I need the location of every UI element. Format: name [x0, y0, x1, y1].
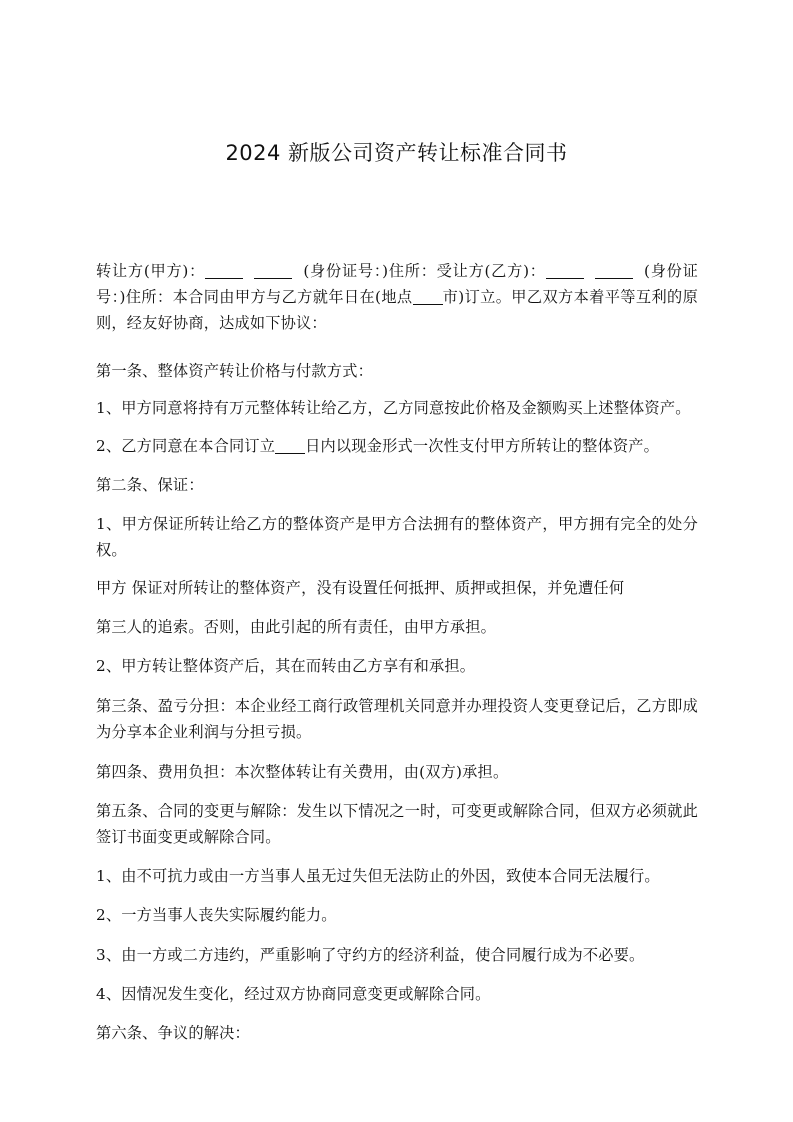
article-5-heading: 第五条、合同的变更与解除：发生以下情况之一时，可变更或解除合同，但双方必须就此签订书面变更或解除合同。 [96, 802, 698, 846]
blank-field [546, 261, 584, 279]
article-6-heading: 第六条、争议的解决： [96, 1024, 250, 1042]
intro-text-2: (身份证号：)住所：受让方(乙方)： [303, 262, 546, 280]
article-2-item-2: 2、甲方转让整体资产后，其在而转由乙方享有和承担。 [96, 657, 476, 675]
article-1-item-2 [96, 433, 698, 459]
article-2-line-2: 甲方 保证对所转让的整体资产，没有设置任何抵押、质押或担保，并免遭任何 [96, 579, 625, 597]
blank-field [254, 261, 292, 279]
intro-paragraph [96, 258, 698, 336]
document-title: 2024 新版公司资产转让标准合同书 [225, 141, 568, 165]
article-5-item-3: 3、由一方或二方违约，严重影响了守约方的经济利益，使合同履行成为不必要。 [96, 946, 645, 964]
article-1-item-2-text-a: 2、乙方同意在本合同订立 [96, 437, 276, 455]
article-5-item-1: 1、由不可抗力或由一方当事人虽无过失但无法防止的外因，致使本合同无法履行。 [96, 867, 660, 885]
article-4: 第四条、费用负担：本次整体转让有关费用，由(双方)承担。 [96, 763, 509, 781]
intro-text-1: 转让方(甲方)： [96, 262, 206, 280]
article-2-heading: 第二条、保证： [96, 476, 204, 494]
intro-text-4: 市)订立。甲乙双方本着平等互利的原则，经友好协商，达成如下协议： [96, 288, 698, 332]
article-1-heading: 第一条、整体资产转让价格与付款方式： [96, 362, 373, 380]
article-3: 第三条、盈亏分担：本企业经工商行政管理机关同意并办理投资人变更登记后，乙方即成为分享本企业利润与分担亏损。 [96, 697, 698, 741]
article-5-item-2: 2、一方当事人丧失实际履约能力。 [96, 906, 337, 924]
article-1-item-2-text-b: 日内以现金形式一次性支付甲方所转让的整体资产。 [305, 437, 660, 455]
blank-field [413, 287, 443, 305]
article-1-item-1: 1、甲方同意将持有万元整体转让给乙方，乙方同意按此价格及金额购买上述整体资产。 [96, 399, 691, 417]
article-2-line-3: 第三人的追索。否则，由此引起的所有责任，由甲方承担。 [96, 618, 497, 636]
blank-field [205, 261, 243, 279]
article-5-item-4: 4、因情况发生变化，经过双方协商同意变更或解除合同。 [96, 985, 491, 1003]
blank-field [595, 261, 633, 279]
article-2-item-1: 1、甲方保证所转让给乙方的整体资产是甲方合法拥有的整体资产，甲方拥有完全的处分权。 [96, 515, 698, 559]
intro-text-3: (身份证号：)住所：本合同由甲方与乙方就年日在(地点 [96, 262, 699, 306]
blank-field [275, 436, 305, 454]
document-body [96, 258, 698, 1046]
